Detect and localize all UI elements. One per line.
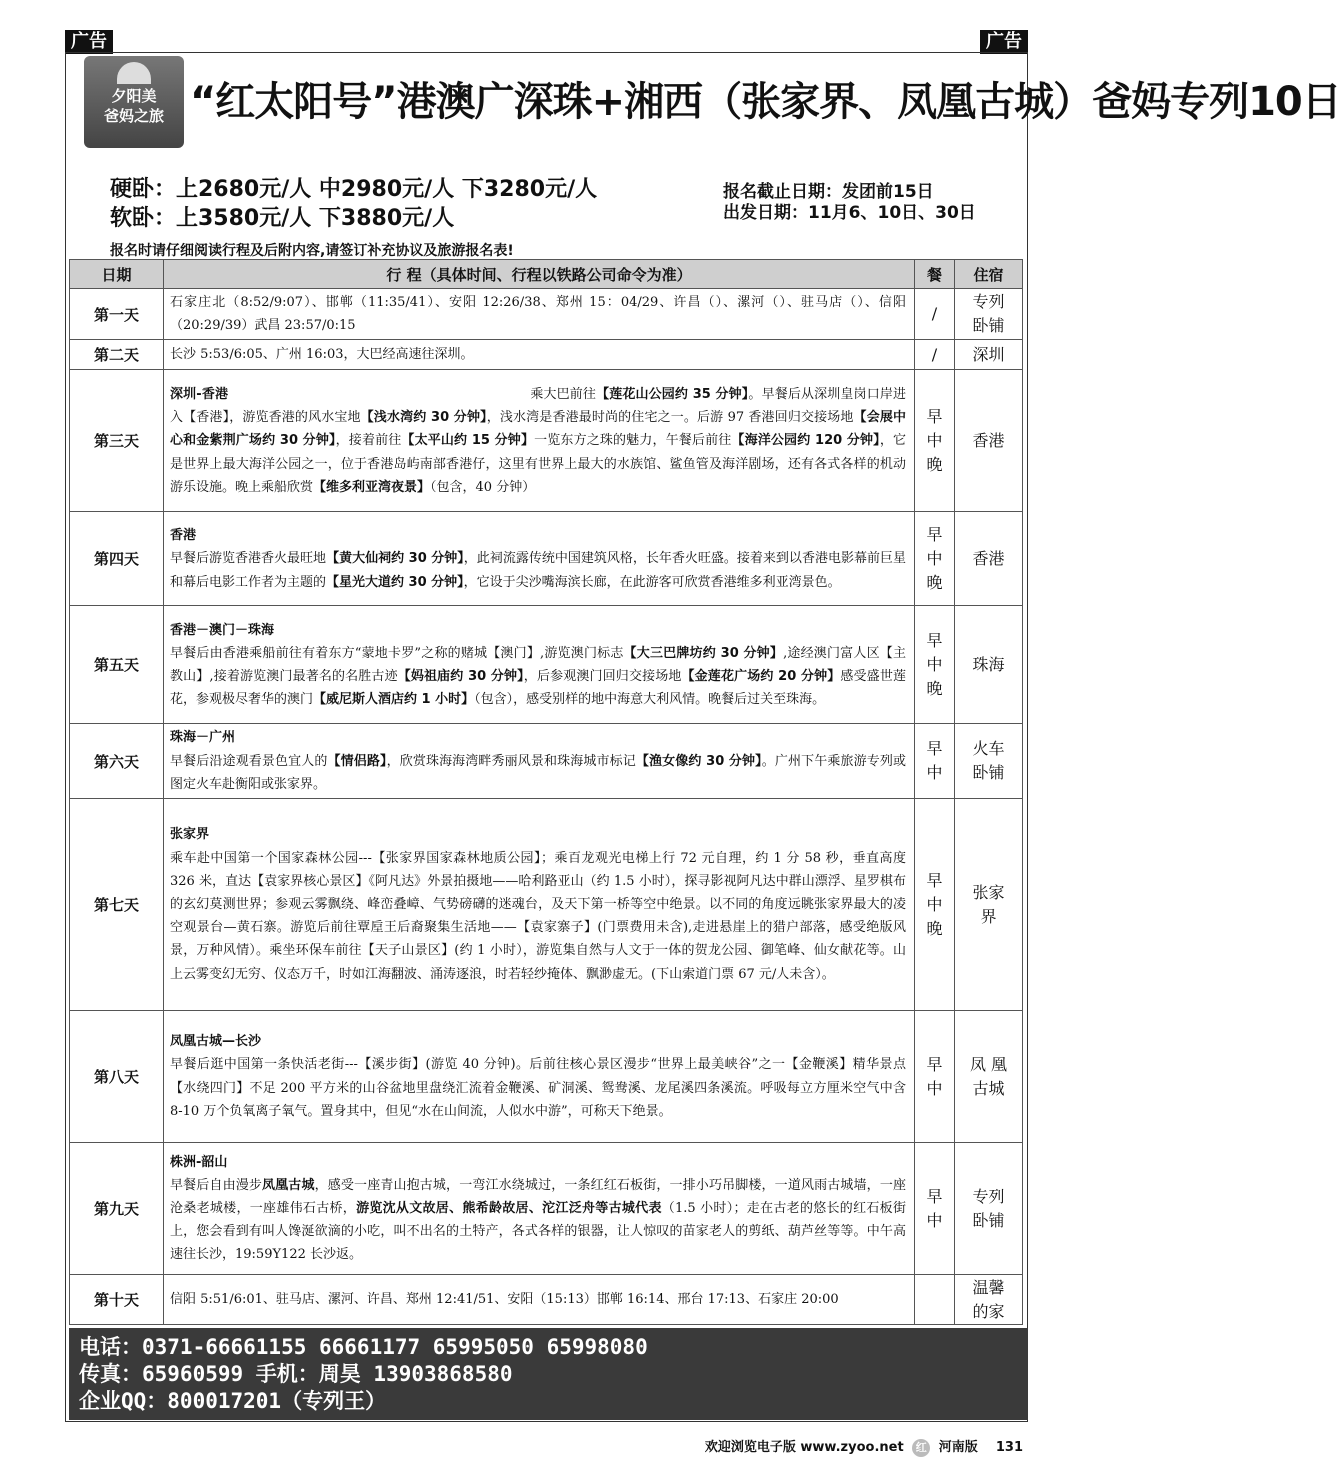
day-accommodation: 专列 卧铺 — [955, 1143, 1023, 1275]
table-row — [70, 799, 1023, 1011]
table-row — [70, 370, 1023, 512]
day-description: 张家界 乘车赴中国第一个国家森林公园---【张家界国家森林地质公园】；乘百龙观光电梯上行 72 元自理，约 1 分 58 秒，垂直高度 326 米，直达【袁家界核心景区】《阿凡达》外景拍摄地——哈利路亚山（约 1.5 小时），探寻影视阿凡达中群山漂浮、星罗棋布的玄幻莫测世界；参观云雾飘绕、峰峦叠嶂、气势磅礴的迷魂台，及天下第一桥等空中绝景。以不同的角度远眺张家界最大的凌空观景台—黄石寨。游览后前往覃垕王后裔聚集生活地——【袁家寨子】(门票费用未含),走进悬崖上的猎户部落，感受绝版风景，万种风情）。乘坐环保车前往【天子山景区】(约 1 小时），游览集自然与人文于一体的贺龙公园、御笔峰、仙女献花等。山上云雾变幻无穷、仪态万千，时如江海翻波、涌涛逐浪，时若轻纱掩体、飘渺虚无。(下山索道门票 67 元/人未含）。 — [164, 799, 915, 1011]
day-label: 第六天 — [70, 724, 164, 799]
day-description: 株洲-韶山 早餐后自由漫步凤凰古城，感受一座青山抱古城，一弯江水绕城过，一条红红石板街，一排小巧吊脚楼，一道风雨古城墙，一座沧桑老城楼，一座雄伟石古桥，游览沈从文故居、熊希龄故居、沱江泛舟等古城代表（1.5 小时）；走在古老的悠长的红石板街上，您会看到有叫人馋涎欲滴的小吃，叫不出名的土特产，各式各样的银器，让人惊叹的苗家老人的剪纸、葫芦丝等等。中午高速往长沙，19:59Y122 长沙返。 — [164, 1143, 915, 1275]
table-row — [70, 289, 1023, 340]
day-meals: 早 中 — [915, 1011, 955, 1143]
day-label: 第三天 — [70, 370, 164, 512]
contact-qq: 企业QQ：800017201（专列王） — [79, 1389, 387, 1413]
header-meal: 餐 — [915, 260, 955, 289]
day-accommodation: 张家 界 — [955, 799, 1023, 1011]
brand-mark-icon: 红 — [912, 1439, 930, 1457]
day-meals: 早 中 晚 — [915, 799, 955, 1011]
day-accommodation: 香港 — [955, 370, 1023, 512]
brand-logo — [84, 56, 184, 148]
day-label: 第二天 — [70, 340, 164, 370]
day-accommodation: 温馨 的家 — [955, 1275, 1023, 1325]
day-meals: / — [915, 289, 955, 340]
page-number: 131 — [995, 1440, 1023, 1455]
header-stay: 住宿 — [955, 260, 1023, 289]
day-description: 凤凰古城—长沙 早餐后逛中国第一条快活老街---【溪步街】(游览 40 分钟)。后前往核心景区漫步“世界上最美峡谷”之一【金鞭溪】精华景点【水绕四门】不足 200 平方米的山谷盆地里盘绕汇流着金鞭溪、矿洞溪、鸳鸯溪、龙尾溪四条溪流。呼吸每立方厘米空气中含 8-10 万个负氧离子氧气。置身其中，但见“水在山间流，人似水中游”，可称天下绝景。 — [164, 1011, 915, 1143]
day-label: 第九天 — [70, 1143, 164, 1275]
day-meals: 早 中 晚 — [915, 606, 955, 724]
day-description: 信阳 5:51/6:01、驻马店、漯河、许昌、郑州 12:41/51、安阳（15:13）邯郸 16:14、邢台 17:13、石家庄 20:00 — [164, 1275, 915, 1325]
table-row — [70, 1011, 1023, 1143]
header-route: 行 程（具体时间、行程以铁路公司命令为准） — [164, 260, 915, 289]
day-description: 长沙 5:53/6:05、广州 16:03，大巴经高速往深圳。 — [164, 340, 915, 370]
day-label: 第八天 — [70, 1011, 164, 1143]
soft-sleeper-price: 软卧：上3580元/人 下3880元/人 — [110, 206, 455, 231]
day-accommodation: 专列 卧铺 — [955, 289, 1023, 340]
departure-text: 出发日期：11月6、10日、30日 — [723, 203, 976, 223]
day-accommodation: 珠海 — [955, 606, 1023, 724]
logo-line2: 爸妈之旅 — [103, 107, 164, 125]
day-meals: 早 中 晚 — [915, 370, 955, 512]
day-meals: / — [915, 340, 955, 370]
sunset-icon — [117, 62, 151, 84]
contact-phone: 电话：0371-66661155 66661177 65995050 65998080 — [79, 1335, 648, 1359]
page-footer — [705, 1436, 1023, 1457]
day-description: 石家庄北（8:52/9:07）、邯郸（11:35/41）、安阳 12:26/38、郑州 15：04/29、许昌（）、漯河（）、驻马店（）、信阳（20:29/39）武昌 23:57/0:15 — [164, 289, 915, 340]
day-meals: 早 中 — [915, 724, 955, 799]
day-label: 第四天 — [70, 512, 164, 606]
page-title: “红太阳号”港澳广深珠+湘西（张家界、凤凰古城）爸妈专列10日 — [190, 79, 1341, 125]
contact-panel — [69, 1328, 1028, 1420]
day-accommodation: 香港 — [955, 512, 1023, 606]
ad-label-left: 广告 — [65, 30, 113, 54]
day-label: 第十天 — [70, 1275, 164, 1325]
day-label: 第五天 — [70, 606, 164, 724]
table-row — [70, 340, 1023, 370]
day-meals — [915, 1275, 955, 1325]
table-row — [70, 512, 1023, 606]
day-accommodation: 火车 卧铺 — [955, 724, 1023, 799]
contact-fax: 传真：65960599 手机：周昊 13903868580 — [79, 1362, 513, 1386]
itinerary-table — [69, 259, 1023, 1325]
ad-label-right: 广告 — [980, 30, 1028, 54]
day-label: 第七天 — [70, 799, 164, 1011]
footer-site[interactable]: www.zyoo.net — [800, 1440, 904, 1455]
table-row — [70, 1275, 1023, 1325]
day-label: 第一天 — [70, 289, 164, 340]
day-description: 香港－澳门－珠海 早餐后由香港乘船前往有着东方“蒙地卡罗”之称的赌城【澳门】,游览澳门标志【大三巴牌坊约 30 分钟】,途经澳门富人区【主教山】,接着游览澳门最著名的名胜古迹【妈祖庙约 30 分钟】，后参观澳门回归交接场地【金莲花广场约 20 分钟】感受盛世莲花，参观极尽奢华的澳门【威尼斯人酒店约 1 小时】（包含），感受别样的地中海意大利风情。晚餐后过关至珠海。 — [164, 606, 915, 724]
footer-edition: 河南版 — [938, 1440, 978, 1455]
hard-sleeper-price: 硬卧：上2680元/人 中2980元/人 下3280元/人 — [110, 177, 598, 202]
day-description: 珠海－广州 早餐后沿途观看景色宜人的【情侣路】，欣赏珠海海湾畔秀丽风景和珠海城市标记【渔女像约 30 分钟】。广州下午乘旅游专列或图定火车赴衡阳或张家界。 — [164, 724, 915, 799]
day-meals: 早 中 晚 — [915, 512, 955, 606]
day-accommodation: 凤 凰 古城 — [955, 1011, 1023, 1143]
day-description: 香港 早餐后游览香港香火最旺地【黄大仙祠约 30 分钟】，此祠流露传统中国建筑风格，长年香火旺盛。接着来到以香港电影幕前巨星和幕后电影工作者为主题的【星光大道约 30 分钟】，它设于尖沙嘴海滨长廊，在此游客可欣赏香港维多利亚湾景色。 — [164, 512, 915, 606]
table-row — [70, 724, 1023, 799]
table-row — [70, 606, 1023, 724]
table-header-row — [70, 260, 1023, 289]
notice-text: 报名时请仔细阅读行程及后附内容,请签订补充协议及旅游报名表! — [110, 243, 514, 259]
day-accommodation: 深圳 — [955, 340, 1023, 370]
deadline-text: 报名截止日期：发团前15日 — [723, 182, 934, 202]
logo-line1: 夕阳美 — [111, 87, 157, 105]
footer-welcome: 欢迎浏览电子版 — [704, 1440, 796, 1455]
header-date: 日期 — [70, 260, 164, 289]
day-meals: 早 中 — [915, 1143, 955, 1275]
day-description: 深圳-香港 乘大巴前往【莲花山公园约 35 分钟】。早餐后从深圳皇岗口岸进入【香港】，游览香港的风水宝地【浅水湾约 30 分钟】，浅水湾是香港最时尚的住宅之一。后游 97 香港回归交接场地【会展中心和金紫荆广场约 30 分钟】，接着前往【太平山约 15 分钟】一览东方之珠的魅力，午餐后前往【海洋公园约 120 分钟】，它是世界上最大海洋公园之一，位于香港岛屿南部香港仔，这里有世界上最大的水族馆、鲨鱼管及海洋剧场，还有各式各样的机动游乐设施。晚上乘船欣赏【维多利亚湾夜景】（包含，40 分钟） — [164, 370, 915, 512]
table-row — [70, 1143, 1023, 1275]
